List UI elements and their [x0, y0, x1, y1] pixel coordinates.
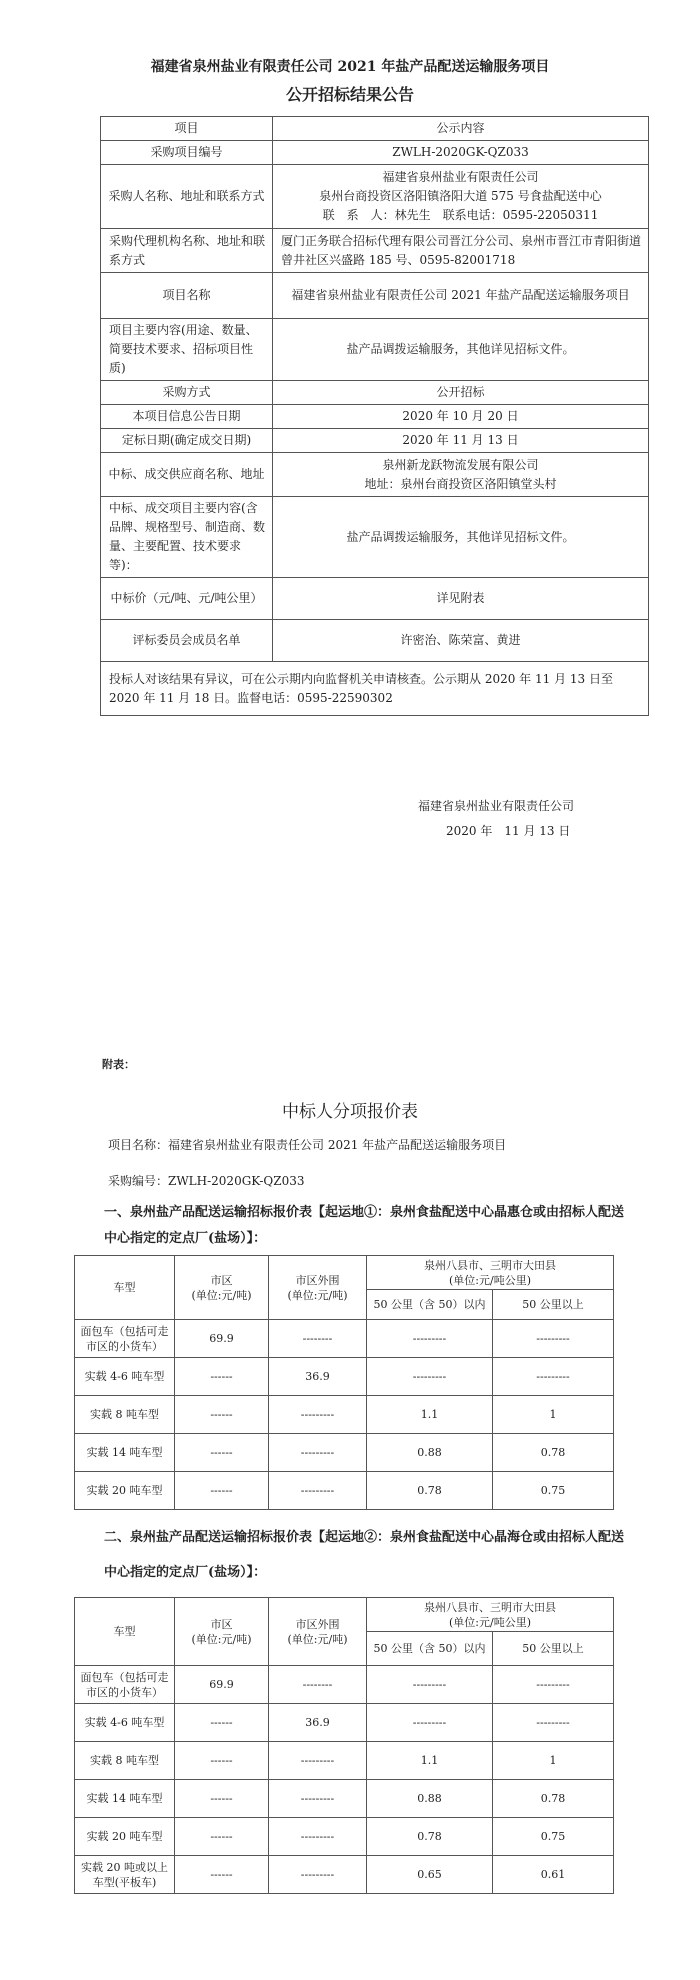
- within50-cell: ---------: [367, 1666, 493, 1704]
- table-row: [101, 273, 649, 319]
- above50-header: 50 公里以上: [493, 1632, 614, 1666]
- city-cell: ------: [175, 1818, 269, 1856]
- row-label: 定标日期(确定成交日期): [101, 429, 273, 453]
- above50-cell: 0.61: [493, 1856, 614, 1894]
- vehicle-cell: 面包车（包括可走市区的小货车）: [75, 1320, 175, 1358]
- table-row: [75, 1434, 614, 1472]
- row-label: 中标价（元/吨、元/吨公里）: [101, 578, 273, 620]
- row-label: 本项目信息公告日期: [101, 405, 273, 429]
- suburb-cell: --------: [269, 1666, 367, 1704]
- within50-cell: 0.78: [367, 1472, 493, 1510]
- vehicle-cell: 实载 14 吨车型: [75, 1434, 175, 1472]
- row-value: 盐产品调拨运输服务，其他详见招标文件。: [273, 319, 649, 381]
- table-row: [101, 381, 649, 405]
- header-item-cell: 项目: [101, 117, 273, 141]
- region-header: [367, 1256, 614, 1290]
- within50-header: 50 公里（含 50）以内: [367, 1290, 493, 1320]
- vehicle-cell: 实载 20 吨或以上车型(平板车): [75, 1856, 175, 1894]
- attachment-title: 中标人分项报价表: [282, 1102, 418, 1122]
- table-row: [75, 1396, 614, 1434]
- city-cell: ------: [175, 1704, 269, 1742]
- suburb-header: [269, 1598, 367, 1666]
- city-cell: ------: [175, 1780, 269, 1818]
- table-row: [75, 1856, 614, 1894]
- row-label: 中标、成交项目主要内容(含品牌、规格型号、制造商、数量、主要配置、技术要求等)：: [101, 497, 273, 578]
- above50-cell: ---------: [493, 1666, 614, 1704]
- city-cell: ------: [175, 1358, 269, 1396]
- row-value: 公开招标: [273, 381, 649, 405]
- procurement-code-line: 采购编号：ZWLH-2020GK-QZ033: [108, 1174, 305, 1188]
- objection-text: 投标人对该结果有异议，可在公示期内向监督机关申请核查。公示期从 2020 年 11 月 13 日至 2020 年 11 月 18 日。监督电话：0595-22590302: [101, 662, 649, 716]
- within50-cell: 1.1: [367, 1742, 493, 1780]
- vehicle-cell: 面包车（包括可走市区的小货车）: [75, 1666, 175, 1704]
- purchaser-name: 福建省泉州盐业有限责任公司: [382, 170, 539, 184]
- table-row: [101, 497, 649, 578]
- quote-table-2: [74, 1597, 614, 1894]
- quote-table-1: [74, 1255, 614, 1510]
- row-value: 盐产品调拨运输服务，其他详见招标文件。: [273, 497, 649, 578]
- row-value: 福建省泉州盐业有限责任公司 2021 年盐产品配送运输服务项目: [273, 273, 649, 319]
- signature-org: 福建省泉州盐业有限责任公司: [418, 799, 575, 813]
- city-cell: 69.9: [175, 1320, 269, 1358]
- table-row: [101, 405, 649, 429]
- header-content-cell: 公示内容: [273, 117, 649, 141]
- row-value: 2020 年 11 月 13 日: [273, 429, 649, 453]
- suburb-header-unit: (单位:元/吨): [287, 1288, 348, 1302]
- objection-row: [101, 662, 649, 716]
- city-cell: ------: [175, 1742, 269, 1780]
- row-label: 采购代理机构名称、地址和联系方式: [101, 229, 273, 273]
- purchaser-address: 泉州台商投资区洛阳镇洛阳大道 575 号食盐配送中心: [319, 189, 602, 203]
- table-row: [75, 1780, 614, 1818]
- signature-date: 2020 年 11 月 13 日: [446, 824, 571, 838]
- winner-address: 地址：泉州台商投资区洛阳镇堂头村: [364, 476, 557, 491]
- notice-table: [100, 116, 649, 716]
- vehicle-cell: 实载 8 吨车型: [75, 1742, 175, 1780]
- above50-cell: 1: [493, 1742, 614, 1780]
- vehicle-header: 车型: [75, 1256, 175, 1320]
- vehicle-cell: 实载 4-6 吨车型: [75, 1704, 175, 1742]
- city-cell: ------: [175, 1472, 269, 1510]
- table-row: [75, 1818, 614, 1856]
- vehicle-cell: 实载 8 吨车型: [75, 1396, 175, 1434]
- vehicle-header: 车型: [75, 1598, 175, 1666]
- city-header: [175, 1256, 269, 1320]
- suburb-header: [269, 1256, 367, 1320]
- section1-heading: 一、泉州盐产品配送运输招标报价表【起运地①：泉州食盐配送中心晶惠仓或由招标人配送中心指定的定点厂(盐场）】：: [104, 1205, 625, 1246]
- city-cell: ------: [175, 1396, 269, 1434]
- suburb-header-unit: (单位:元/吨): [287, 1632, 348, 1646]
- within50-cell: ---------: [367, 1320, 493, 1358]
- notice-table-header-row: [101, 117, 649, 141]
- row-label: 采购方式: [101, 381, 273, 405]
- table-row: [75, 1320, 614, 1358]
- within50-cell: 0.88: [367, 1434, 493, 1472]
- project-name-line: 项目名称：福建省泉州盐业有限责任公司 2021 年盐产品配送运输服务项目: [108, 1138, 507, 1152]
- table-row: [75, 1666, 614, 1704]
- suburb-cell: ---------: [269, 1472, 367, 1510]
- row-value: 2020 年 10 月 20 日: [273, 405, 649, 429]
- suburb-cell: ---------: [269, 1856, 367, 1894]
- suburb-cell: ---------: [269, 1396, 367, 1434]
- vehicle-cell: 实载 20 吨车型: [75, 1472, 175, 1510]
- above50-cell: 0.75: [493, 1818, 614, 1856]
- within50-cell: 0.78: [367, 1818, 493, 1856]
- city-cell: 69.9: [175, 1666, 269, 1704]
- row-value: 厦门正务联合招标代理有限公司晋江分公司、泉州市晋江市青阳街道曾井社区兴盛路 185 号、0595-82001718: [273, 229, 649, 273]
- suburb-cell: ---------: [269, 1434, 367, 1472]
- region-header: [367, 1598, 614, 1632]
- table-row: [75, 1358, 614, 1396]
- row-value: [273, 453, 649, 497]
- vehicle-cell: 实载 20 吨车型: [75, 1818, 175, 1856]
- city-cell: ------: [175, 1856, 269, 1894]
- above50-cell: ---------: [493, 1320, 614, 1358]
- above50-cell: 1: [493, 1396, 614, 1434]
- city-header-label: 市区: [210, 1617, 233, 1631]
- attachment-label: 附表：: [102, 1058, 135, 1071]
- table-row: [75, 1472, 614, 1510]
- table-row: [101, 319, 649, 381]
- row-value: ZWLH-2020GK-QZ033: [273, 141, 649, 165]
- city-header-unit: (单位:元/吨): [191, 1632, 252, 1646]
- purchaser-contact: 联 系 人：林先生 联系电话：0595-22050311: [322, 208, 599, 222]
- suburb-header-label: 市区外围: [295, 1617, 340, 1631]
- region-header-label: 泉州八县市、三明市大田县: [424, 1600, 556, 1614]
- quote-header-row: [75, 1256, 614, 1290]
- region-header-unit: (单位:元/吨公里): [449, 1273, 531, 1287]
- within50-cell: ---------: [367, 1704, 493, 1742]
- table-row: [101, 453, 649, 497]
- above50-cell: ---------: [493, 1358, 614, 1396]
- suburb-cell: ---------: [269, 1742, 367, 1780]
- above50-cell: 0.75: [493, 1472, 614, 1510]
- table-row: [101, 165, 649, 229]
- row-value: [273, 165, 649, 229]
- table-row: [101, 229, 649, 273]
- suburb-header-label: 市区外围: [295, 1273, 340, 1287]
- vehicle-cell: 实载 14 吨车型: [75, 1780, 175, 1818]
- region-header-label: 泉州八县市、三明市大田县: [424, 1258, 556, 1272]
- region-header-unit: (单位:元/吨公里): [449, 1615, 531, 1629]
- within50-cell: 0.88: [367, 1780, 493, 1818]
- row-value: 详见附表: [273, 578, 649, 620]
- suburb-cell: 36.9: [269, 1358, 367, 1396]
- within50-cell: 1.1: [367, 1396, 493, 1434]
- suburb-cell: ---------: [269, 1780, 367, 1818]
- row-label: 采购人名称、地址和联系方式: [101, 165, 273, 229]
- row-label: 评标委员会成员名单: [101, 620, 273, 662]
- notice-title-line1: 福建省泉州盐业有限责任公司 2021 年盐产品配送运输服务项目: [150, 59, 550, 75]
- vehicle-cell: 实载 4-6 吨车型: [75, 1358, 175, 1396]
- within50-header: 50 公里（含 50）以内: [367, 1632, 493, 1666]
- row-label: 中标、成交供应商名称、地址: [101, 453, 273, 497]
- row-value: 许密治、陈荣富、黄进: [273, 620, 649, 662]
- row-label: 项目名称: [101, 273, 273, 319]
- suburb-cell: --------: [269, 1320, 367, 1358]
- table-row: [101, 578, 649, 620]
- within50-cell: 0.65: [367, 1856, 493, 1894]
- city-header-label: 市区: [210, 1273, 233, 1287]
- above50-cell: 0.78: [493, 1434, 614, 1472]
- section2-heading: 二、泉州盐产品配送运输招标报价表【起运地②：泉州食盐配送中心晶海仓或由招标人配送中心指定的定点厂(盐场）】：: [104, 1530, 625, 1580]
- above50-cell: 0.78: [493, 1780, 614, 1818]
- within50-cell: ---------: [367, 1358, 493, 1396]
- table-row: [75, 1742, 614, 1780]
- table-row: [75, 1704, 614, 1742]
- suburb-cell: 36.9: [269, 1704, 367, 1742]
- notice-title-line2: 公开招标结果公告: [285, 85, 414, 104]
- table-row: [101, 429, 649, 453]
- table-row: [101, 620, 649, 662]
- above50-cell: ---------: [493, 1704, 614, 1742]
- above50-header: 50 公里以上: [493, 1290, 614, 1320]
- table-row: [101, 141, 649, 165]
- city-header-unit: (单位:元/吨): [191, 1288, 252, 1302]
- city-cell: ------: [175, 1434, 269, 1472]
- city-header: [175, 1598, 269, 1666]
- row-label: 采购项目编号: [101, 141, 273, 165]
- row-label: 项目主要内容(用途、数量、简要技术要求、招标项目性质): [101, 319, 273, 381]
- quote-header-row: [75, 1598, 614, 1632]
- winner-name: 泉州新龙跃物流发展有限公司: [382, 457, 539, 472]
- suburb-cell: ---------: [269, 1818, 367, 1856]
